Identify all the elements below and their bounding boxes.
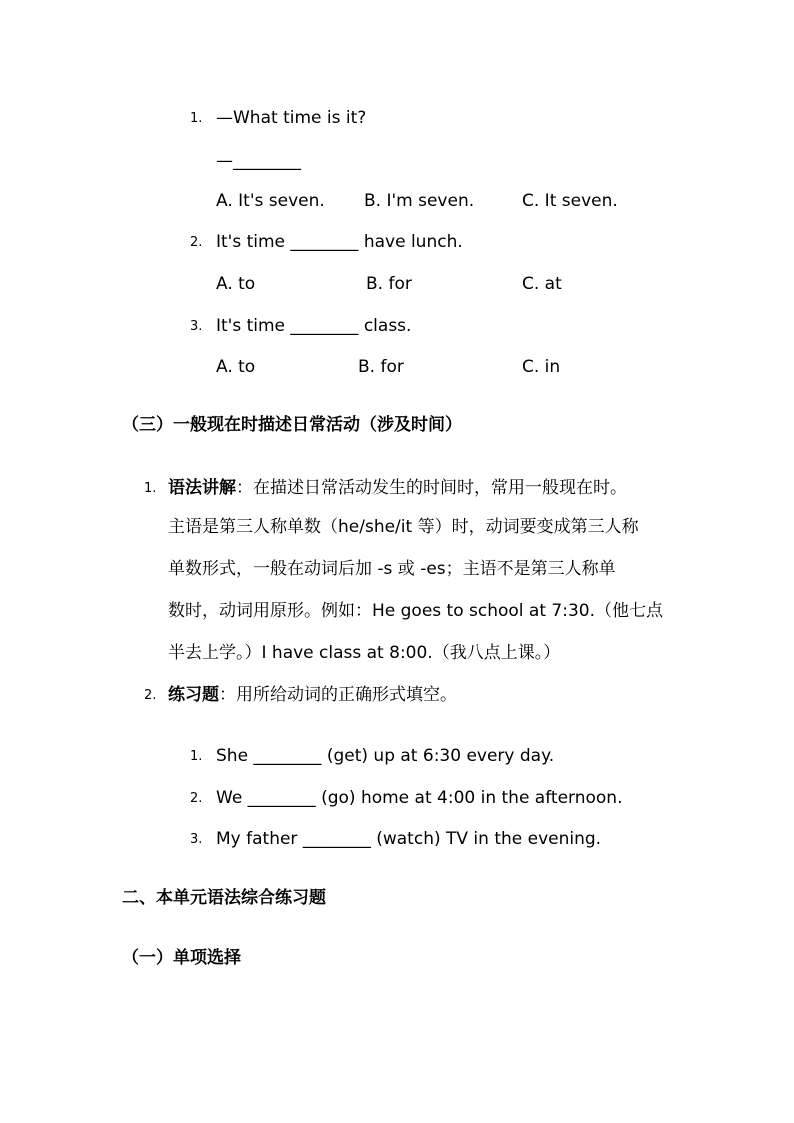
section3-item2-line: [168, 684, 457, 706]
grammar-explanation-label: 语法讲解: [168, 478, 236, 498]
q3-option-a: A. to: [216, 357, 256, 377]
exercise-label: 练习题: [168, 685, 219, 705]
exercise-1-text: She ________ (get) up at 6:30 every day.: [216, 746, 555, 766]
q1-answer-line: —________: [216, 151, 301, 171]
q1-option-a: A. It's seven.: [216, 191, 325, 211]
part2-heading: 二、本单元语法综合练习题: [122, 888, 326, 908]
exercise-1-number: 1.: [190, 749, 203, 764]
section3-item2-number: 2.: [144, 688, 157, 703]
grammar-explanation-text: ：在描述日常活动发生的时间时，常用一般现在时。: [236, 478, 627, 498]
q2-prompt: It's time ________ have lunch.: [216, 232, 463, 252]
q2-option-b: B. for: [366, 274, 412, 294]
q1-prompt: —What time is it?: [216, 108, 367, 128]
exercise-3-text: My father ________ (watch) TV in the evening.: [216, 829, 602, 849]
section3-item1-line4: 数时，动词用原形。例如：He goes to school at 7:30.（他七点: [168, 601, 663, 621]
q3-prompt: It's time ________ class.: [216, 316, 412, 336]
exercise-2-number: 2.: [190, 791, 203, 806]
part2-sub-heading: （一）单项选择: [122, 948, 241, 968]
q3-option-b: B. for: [358, 357, 404, 377]
exercise-2-text: We ________ (go) home at 4:00 in the afternoon.: [216, 788, 623, 808]
exercise-3-number: 3.: [190, 832, 203, 847]
section3-heading: （三）一般现在时描述日常活动（涉及时间）: [122, 415, 462, 435]
section3-item1-line5: 半去上学。）I have class at 8:00.（我八点上课。）: [168, 643, 561, 663]
section3-item1-line2: 主语是第三人称单数（he/she/it 等）时，动词要变成第三人称: [168, 517, 639, 537]
q2-option-a: A. to: [216, 274, 256, 294]
q3-number: 3.: [190, 319, 203, 334]
q1-option-c: C. It seven.: [522, 191, 618, 211]
q3-option-c: C. in: [522, 357, 561, 377]
q1-number: 1.: [190, 111, 203, 126]
q1-option-b: B. I'm seven.: [364, 191, 475, 211]
q2-option-c: C. at: [522, 274, 562, 294]
q2-number: 2.: [190, 235, 203, 250]
section3-item1-line3: 单数形式，一般在动词后加 -s 或 -es；主语不是第三人称单: [168, 559, 616, 579]
section3-item1-line1: [168, 477, 627, 499]
section3-item1-number: 1.: [144, 481, 157, 496]
exercise-instruction: ：用所给动词的正确形式填空。: [219, 685, 457, 705]
